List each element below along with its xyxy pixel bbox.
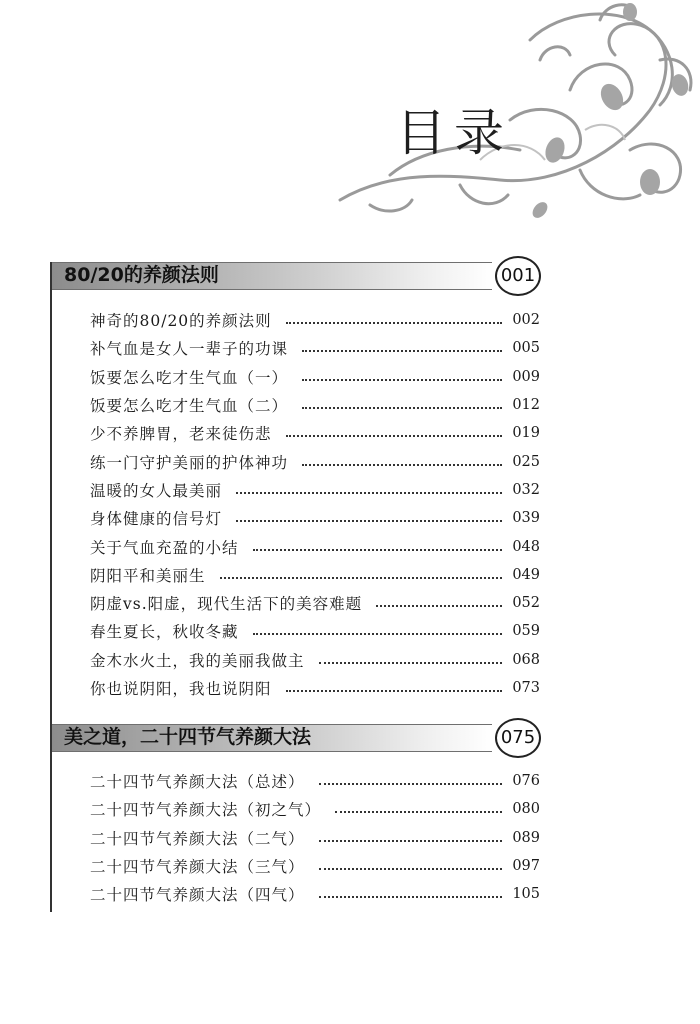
toc-entry[interactable] <box>90 589 540 617</box>
swirl-ornament-icon <box>330 0 700 250</box>
entry-page: 032 <box>512 481 540 498</box>
toc-entry[interactable] <box>90 646 540 674</box>
dot-leader <box>302 350 502 352</box>
dot-leader <box>302 379 502 381</box>
dot-leader <box>319 662 502 664</box>
entry-title: 少不养脾胃，老来徒伤悲 <box>90 425 272 444</box>
dot-leader <box>236 520 502 522</box>
entry-page: 012 <box>512 397 540 414</box>
section-page-badge-1[interactable]: 001 <box>495 256 541 296</box>
entry-page: 009 <box>512 368 540 385</box>
entry-page: 105 <box>512 886 540 903</box>
page-title: 目录 <box>396 104 512 162</box>
dot-leader <box>319 783 502 785</box>
toc-entry[interactable] <box>90 447 540 475</box>
toc-entry[interactable] <box>90 391 540 419</box>
entry-page: 059 <box>512 623 540 640</box>
toc-entry[interactable] <box>90 561 540 589</box>
dot-leader <box>302 407 502 409</box>
dot-leader <box>253 633 502 635</box>
toc-entry[interactable] <box>90 795 540 823</box>
entry-title: 关于气血充盈的小结 <box>90 538 239 557</box>
entry-title: 二十四节气养颜大法（四气） <box>90 886 305 905</box>
toc-entry[interactable] <box>90 767 540 795</box>
entry-title: 神奇的80/20的养颜法则 <box>90 312 272 331</box>
left-rule-divider <box>50 262 52 912</box>
entry-title: 二十四节气养颜大法（初之气） <box>90 801 322 820</box>
entry-title: 练一门守护美丽的护体神功 <box>90 453 289 472</box>
entry-page: 068 <box>512 651 540 668</box>
toc-entry[interactable] <box>90 617 540 645</box>
toc-entry[interactable] <box>90 476 540 504</box>
dot-leader <box>286 690 502 692</box>
section-page-badge-2[interactable]: 075 <box>495 718 541 758</box>
toc-entry[interactable] <box>90 306 540 334</box>
toc-entry[interactable] <box>90 419 540 447</box>
entry-page: 089 <box>512 829 540 846</box>
entry-page: 097 <box>512 858 540 875</box>
toc-entry[interactable] <box>90 674 540 702</box>
toc-entry[interactable] <box>90 504 540 532</box>
toc-entry[interactable] <box>90 334 540 362</box>
section-title-2[interactable]: 美之道，二十四节气养颜大法 <box>64 726 312 748</box>
toc-entry[interactable] <box>90 824 540 852</box>
entry-page: 073 <box>512 680 540 696</box>
dot-leader <box>220 577 502 579</box>
entry-title: 饭要怎么吃才生气血（二） <box>90 397 289 416</box>
entry-page: 076 <box>512 773 540 790</box>
entry-title: 二十四节气养颜大法（二气） <box>90 829 305 848</box>
entry-title: 你也说阴阳，我也说阴阳 <box>90 680 272 698</box>
dot-leader <box>335 811 502 813</box>
entry-page: 025 <box>512 453 540 470</box>
entry-page: 048 <box>512 538 540 555</box>
entry-title: 身体健康的信号灯 <box>90 510 223 529</box>
toc-entry[interactable] <box>90 532 540 560</box>
dot-leader <box>302 464 502 466</box>
section-title-1[interactable]: 80/20的养颜法则 <box>64 264 219 286</box>
entry-page: 019 <box>512 425 540 442</box>
entry-title: 温暖的女人最美丽 <box>90 481 223 500</box>
entry-page: 005 <box>512 340 540 357</box>
entry-title: 春生夏长，秋收冬藏 <box>90 623 239 642</box>
entry-title: 阴虚vs.阳虚，现代生活下的美容难题 <box>90 595 363 614</box>
entry-title: 二十四节气养颜大法（三气） <box>90 858 305 877</box>
entry-title: 阴阳平和美丽生 <box>90 566 206 585</box>
entry-page: 039 <box>512 510 540 527</box>
dot-leader <box>319 896 502 898</box>
entry-page: 049 <box>512 566 540 583</box>
entry-title: 金木水火土，我的美丽我做主 <box>90 651 305 670</box>
toc-entry[interactable] <box>90 363 540 391</box>
dot-leader <box>319 840 502 842</box>
dot-leader <box>286 322 502 324</box>
entry-list-1 <box>90 306 540 702</box>
toc-entry[interactable] <box>90 852 540 880</box>
dot-leader <box>376 605 502 607</box>
toc-entry[interactable] <box>90 880 540 908</box>
entry-title: 饭要怎么吃才生气血（一） <box>90 368 289 387</box>
entry-page: 002 <box>512 312 540 329</box>
dot-leader <box>236 492 502 494</box>
dot-leader <box>253 549 502 551</box>
dot-leader <box>286 435 502 437</box>
entry-page: 080 <box>512 801 540 818</box>
entry-page: 052 <box>512 595 540 612</box>
dot-leader <box>319 868 502 870</box>
entry-list-2 <box>90 767 540 908</box>
entry-title: 二十四节气养颜大法（总述） <box>90 773 305 792</box>
entry-title: 补气血是女人一辈子的功课 <box>90 340 289 359</box>
